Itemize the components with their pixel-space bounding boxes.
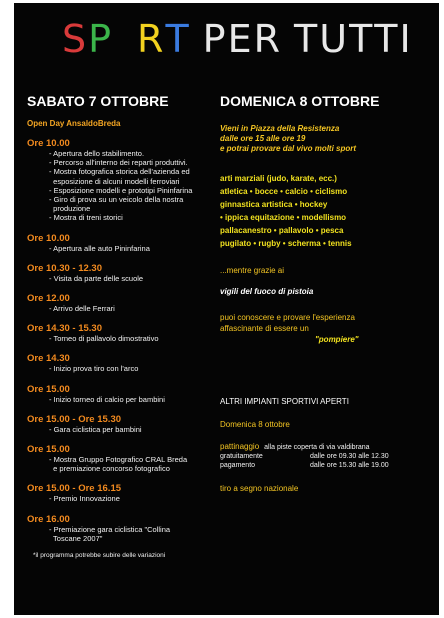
schedule-time: Ore 10.30 - 12.30 <box>27 262 102 274</box>
saturday-column <box>27 93 227 559</box>
title-letter: P <box>88 17 114 61</box>
schedule-block <box>27 323 227 343</box>
schedule-block <box>27 263 227 283</box>
title-letter: T <box>349 17 375 61</box>
schedule-items <box>49 364 227 373</box>
sports-line: pallacanestro • pallavolo • pesca <box>220 226 344 235</box>
schedule-block <box>27 138 227 223</box>
schedule-item: - Torneo di pallavolo dimostrativo <box>49 334 159 344</box>
schedule-item: produzione <box>49 204 91 214</box>
saturday-schedule <box>27 138 227 543</box>
domenica-date: Domenica 8 ottobre <box>220 420 290 429</box>
schedule-item: esposizione di alcuni modelli ferroviari <box>49 176 180 186</box>
schedule-block <box>27 514 227 543</box>
schedule-items <box>49 525 227 543</box>
schedule-item: - Arrivo delle Ferrari <box>49 304 115 314</box>
title-letter: R <box>253 17 283 61</box>
schedule-time: Ore 15.00 <box>27 383 70 395</box>
schedule-time: Ore 16.00 <box>27 513 70 525</box>
title-letter: T <box>294 17 320 61</box>
schedule-items <box>49 149 227 223</box>
schedule-items <box>49 494 227 503</box>
sports-line: ginnastica artistica • hockey <box>220 200 328 209</box>
sports-list <box>220 172 432 250</box>
pattinaggio-label: pattinaggio <box>220 442 260 451</box>
schedule-item: - Apertura alle auto Pininfarina <box>49 243 150 253</box>
pattinaggio-row-time: dalle ore 15.30 alle 19.00 <box>310 462 389 469</box>
schedule-item: - Mostra di treni storici <box>49 213 123 223</box>
poster <box>14 3 439 615</box>
pattinaggio-schedule <box>220 442 389 470</box>
sports-line: • ippica equitazione • modellismo <box>220 213 347 222</box>
pattinaggio-row-label: pagamento <box>220 462 256 469</box>
intro-line: e potrai provare dal vivo molti sport <box>220 144 357 153</box>
sunday-intro <box>220 124 432 154</box>
sports-line: arti marziali (judo, karate, ecc.) <box>220 174 337 183</box>
schedule-block <box>27 444 227 473</box>
schedule-item: - Giro di prova su un veicolo della nostra <box>49 195 184 205</box>
schedule-item: - Apertura dello stabilimento. <box>49 149 145 158</box>
schedule-block <box>27 233 227 253</box>
program-note: *il programma potrebbe subire delle variazioni <box>33 552 166 560</box>
schedule-time: Ore 14.30 <box>27 353 70 365</box>
schedule-item: - Mostra fotografica storica dell'azienda ed <box>49 167 190 177</box>
schedule-items <box>49 425 227 434</box>
intro-line: dalle ore 15 alle ore 19 <box>220 134 306 143</box>
schedule-block <box>27 414 227 434</box>
schedule-item: Toscane 2007" <box>49 533 103 543</box>
schedule-time: Ore 12.00 <box>27 293 70 305</box>
poster-title <box>62 17 413 61</box>
vigili-text: vigili del fuoco di pistoia <box>220 287 314 296</box>
schedule-item: - Premio Innovazione <box>49 494 120 504</box>
intro-line: Vieni in Piazza della Resistenza <box>220 124 340 133</box>
schedule-item: e premiazione concorso fotografico <box>49 464 170 474</box>
puoi-line: affascinante di essere un <box>220 324 309 333</box>
schedule-items <box>49 274 227 283</box>
schedule-time: Ore 15.00 - Ore 15.30 <box>27 413 122 425</box>
tiro-a-segno: tiro a segno nazionale <box>220 484 299 493</box>
title-letter: U <box>319 17 350 61</box>
sunday-column <box>220 93 432 493</box>
title-letter: T <box>374 17 400 61</box>
schedule-items <box>49 455 227 473</box>
schedule-block <box>27 353 227 373</box>
sunday-heading: DOMENICA 8 OTTOBRE <box>220 93 380 109</box>
schedule-items <box>49 395 227 404</box>
mentre-text: ...mentre grazie ai <box>220 266 285 275</box>
title-letter: I <box>399 17 413 61</box>
title-letter: E <box>227 17 254 61</box>
pattinaggio-location: alla piste coperta di via valdibrana <box>264 444 370 451</box>
open-day-subheading: Open Day AnsaldoBreda <box>27 119 121 128</box>
schedule-item: - Esposizione modelli e prototipi Pininfarina <box>49 185 193 195</box>
schedule-time: Ore 10.00 <box>27 232 70 244</box>
schedule-item: - Mostra Gruppo Fotografico CRAL Breda <box>49 455 188 465</box>
schedule-item: - Inizio torneo di calcio per bambini <box>49 394 165 404</box>
pompiere-text: "pompiere" <box>315 335 359 344</box>
schedule-block <box>27 483 227 503</box>
sports-line: pugilato • rugby • scherma • tennis <box>220 239 352 248</box>
schedule-items <box>49 244 227 253</box>
schedule-time: Ore 10.00 <box>27 138 70 149</box>
title-letter: T <box>165 17 191 61</box>
schedule-time: Ore 15.00 - Ore 16.15 <box>27 483 122 495</box>
puoi-text <box>220 312 432 345</box>
altri-impianti-heading: ALTRI IMPIANTI SPORTIVI APERTI <box>220 397 349 406</box>
saturday-heading: SABATO 7 OTTOBRE <box>27 93 169 109</box>
schedule-item: - Inizio prova tiro con l'arco <box>49 364 139 374</box>
schedule-item: - Percorso all'interno dei reparti produttivi. <box>49 158 188 168</box>
puoi-line: puoi conoscere e provare l'esperienza <box>220 313 355 322</box>
schedule-block <box>27 384 227 404</box>
schedule-time: Ore 14.30 - 15.30 <box>27 323 102 335</box>
schedule-time: Ore 15.00 <box>27 444 70 456</box>
title-letter: S <box>62 17 89 61</box>
schedule-block <box>27 293 227 313</box>
schedule-item: - Visita da parte delle scuole <box>49 273 144 283</box>
title-letter: P <box>202 17 228 61</box>
pattinaggio-row-label: gratuitamente <box>220 453 263 460</box>
schedule-item: - Gara ciclistica per bambini <box>49 424 142 434</box>
title-letter: R <box>137 17 166 61</box>
pattinaggio-row-time: dalle ore 09.30 alle 12.30 <box>310 453 389 460</box>
schedule-items <box>49 334 227 343</box>
schedule-item: - Premiazione gara ciclistica "Collina <box>49 524 171 534</box>
schedule-items <box>49 304 227 313</box>
sports-line: atletica • bocce • calcio • ciclismo <box>220 187 348 196</box>
